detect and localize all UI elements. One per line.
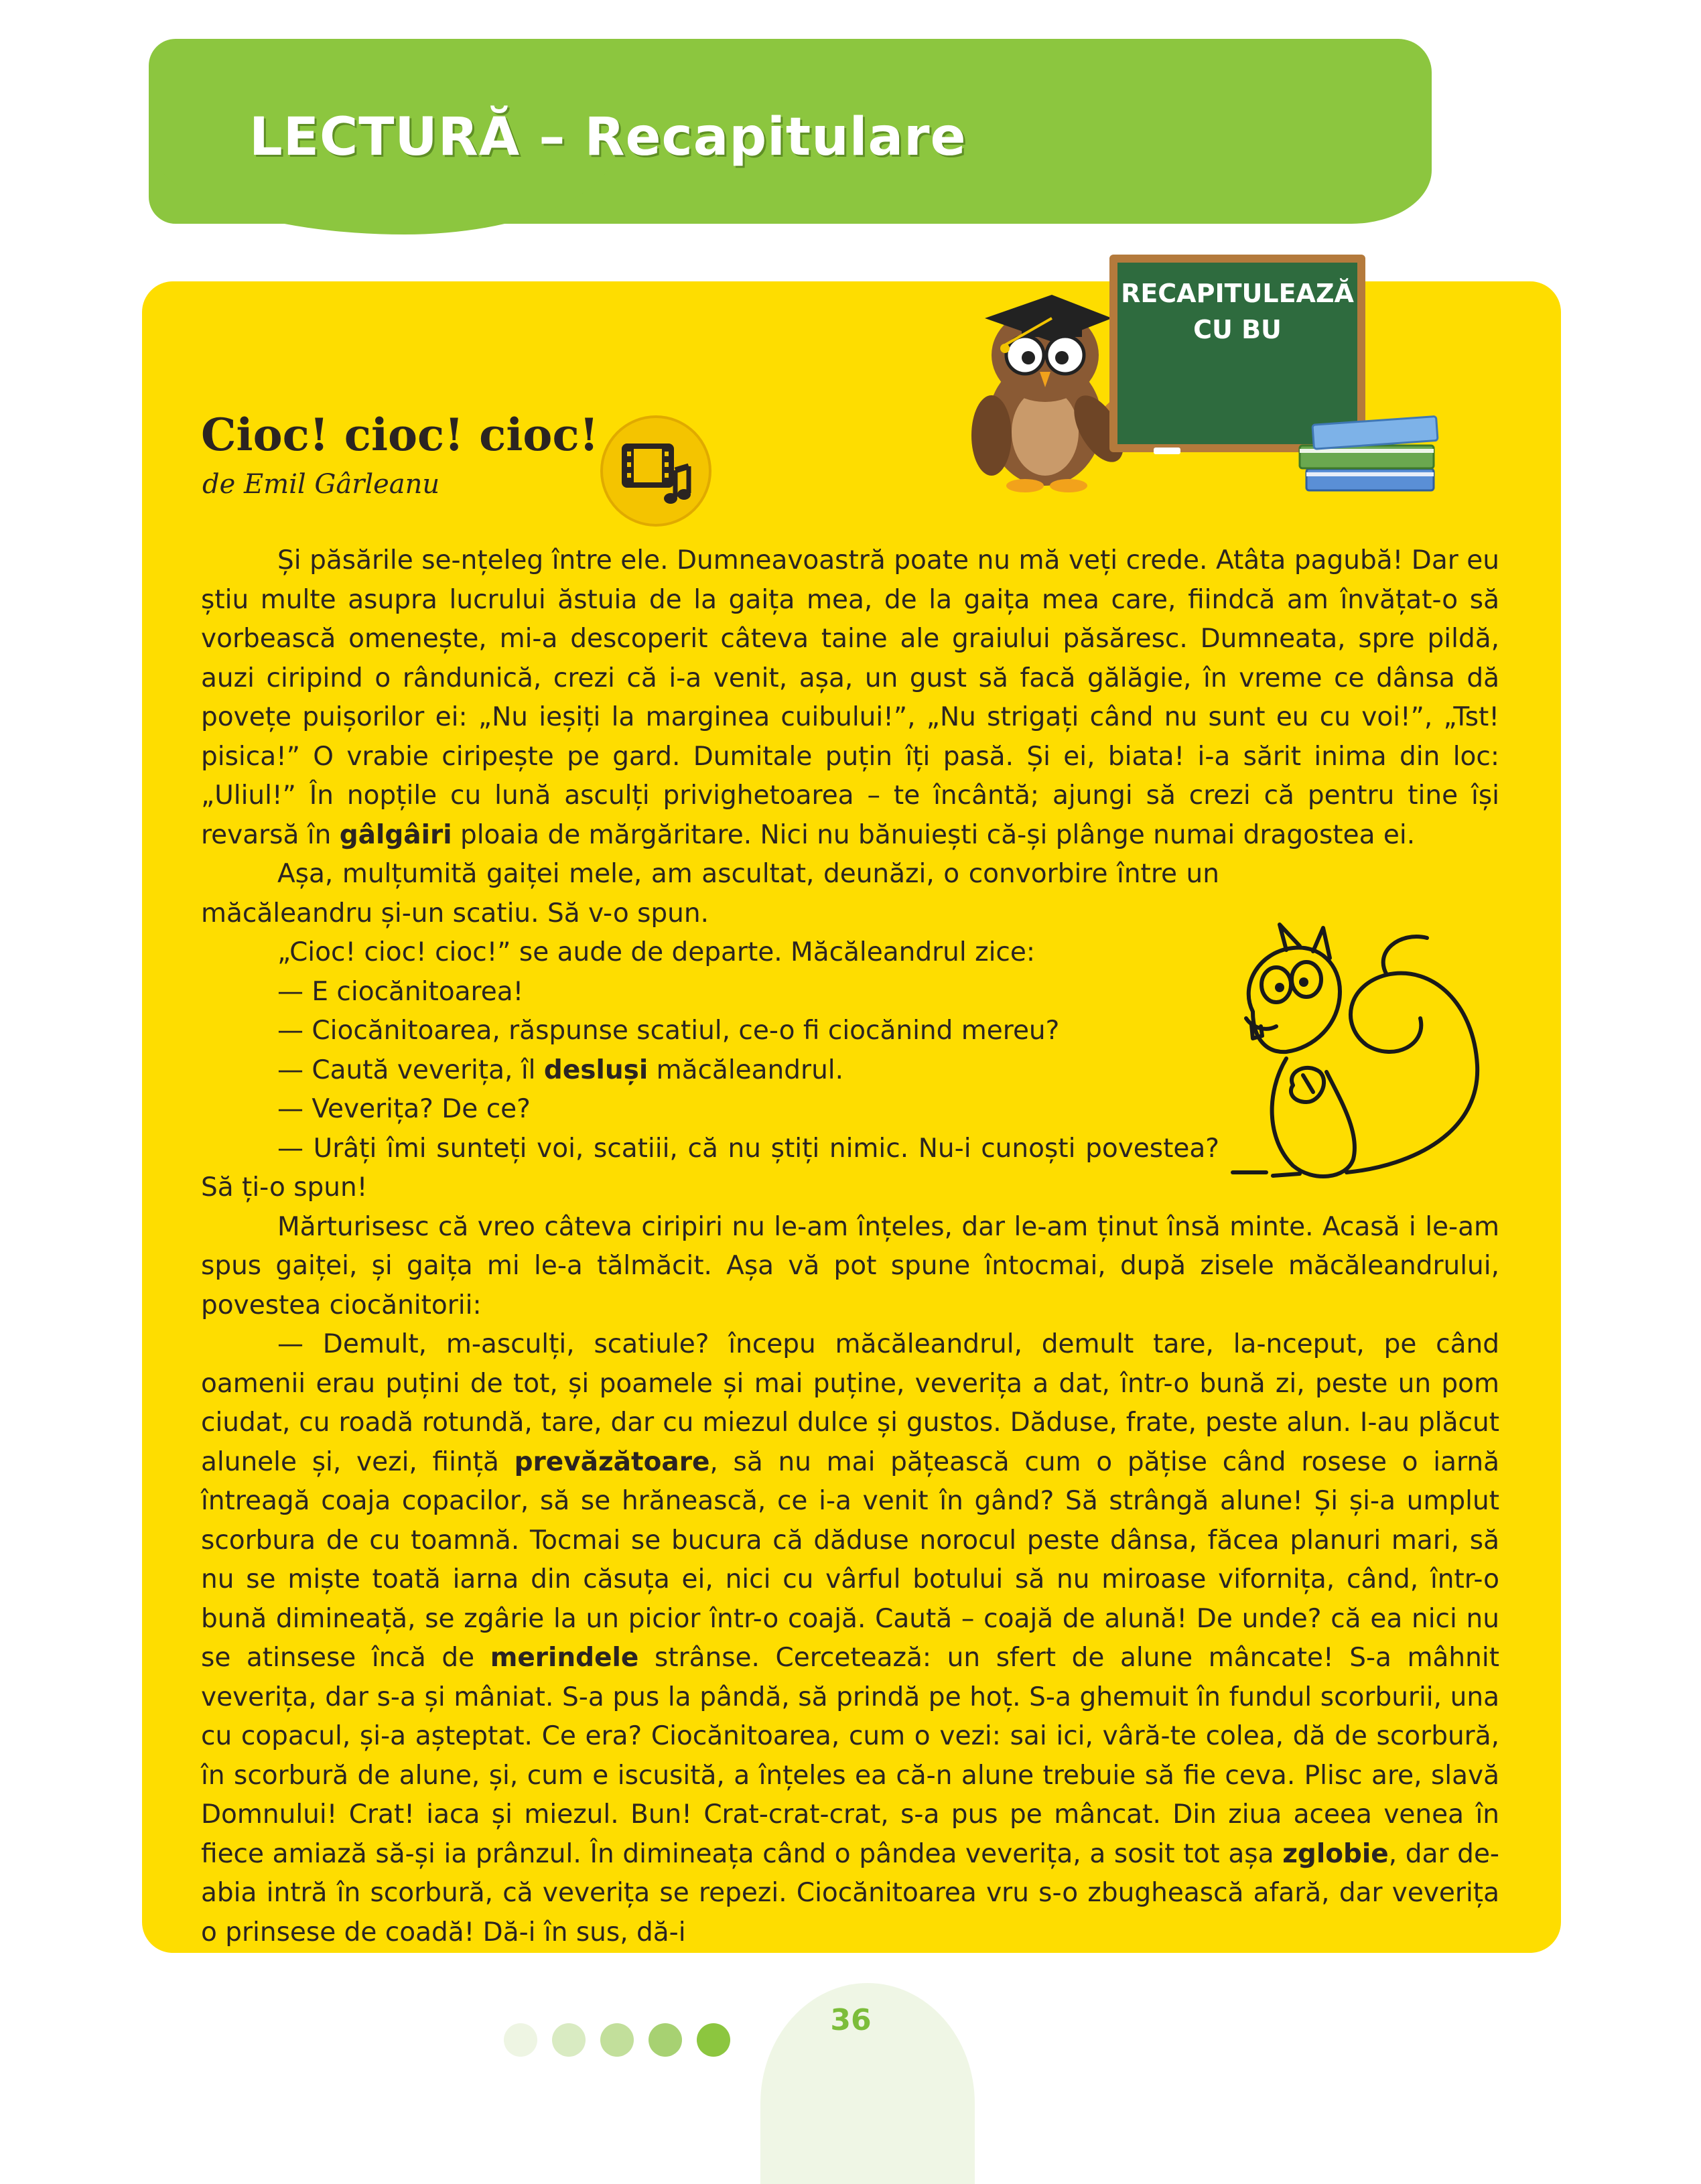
paragraph-4: Mărturisesc că vreo câteva ciripiri nu le-am înțeles, dar le-am ținut însă minte. Acasă i le-am spus gaiței, și gaița mi le-a tălmăcit. Așa vă pot spune întocmai, după zisele măcăleandrului, povestea ciocănitorii: — [201, 1211, 1499, 1320]
paragraph-3: „Cioc! cioc! cioc!” se aude de departe. Măcăleandrul zice: — [277, 937, 1035, 967]
books-stack-icon — [1293, 409, 1447, 496]
chalk-icon — [1154, 448, 1180, 454]
story-title: Cioc! cioc! cioc! — [201, 409, 599, 461]
progress-dot-2 — [552, 2023, 586, 2057]
dialogue-line: — Ciocănitoarea, răspunse scatiul, ce-o fi ciocănind mereu? — [277, 1016, 1060, 1046]
page-number: 36 — [830, 2003, 872, 2037]
bold-word: gâlgâiri — [339, 819, 452, 850]
page-title: LECTURĂ – Recapitulare — [249, 107, 967, 167]
progress-dot-3 — [600, 2023, 634, 2057]
story-text — [201, 541, 1499, 1952]
dialogue-line: — Veverița? De ce? — [277, 1094, 531, 1124]
audio-video-icon[interactable] — [600, 415, 711, 527]
paragraph-1: Și păsările se-nțeleg între ele. Dumneavoastră poate nu mă veți crede. Atâta pagubă! Dar eu știu multe asupra lucrului ăstuia de la gaița mea, de la gaița mea care, fiindcă am învățat-o să vorbească omenește, mi-a descoperit câteva taine ale graiului păsăresc. Dumneata, spre pildă, auzi ciripind o rândunică, crezi că i-a venit, așa, un gust să facă gălăgie, în vreme ce dânsa dă povețe puișorilor ei: „Nu ieșiți la marginea cuibului!”, „Nu strigați când nu sunt eu cu voi!”, „Tst! pisica!” O vrabie ciripește pe gard. Dumitale puțin îți pasă. Și ei, biata! i-a sărit inima din loc: „Uliul!” În nopțile cu lună asculți privighetoarea – te încântă; ajungi să crezi că pentru tine își revarsă în gâlgâiri ploaia de mărgăritare. Nici nu bănuiești că-și plânge numai dragostea ei. — [201, 545, 1499, 850]
progress-dot-4 — [649, 2023, 682, 2057]
board-text-line1: RECAPITULEAZĂ — [1121, 279, 1354, 308]
dialogue-line: — Urâți îmi sunteți voi, scatiii, că nu știți nimic. Nu-i cunoști povestea? Să ți-o spun! — [201, 1133, 1219, 1203]
paragraph-5: — Demult, m-asculți, scatiule? începu măcăleandrul, demult tare, la-nceput, pe când oamenii erau puțini de tot, și poamele și mai puține, veverița a dat, într-o bună zi, peste un pom ciudat, cu roadă rotundă, tare, dar cu miezul dulce și gustos. Dăduse, frate, peste alun. I-au plăcut alunele și, vezi, ființă prevăzătoare, să nu mai pățească cum o pățise când rosese o iarnă întreagă coaja copacilor, să se hrănească, ce i-a venit în gând? Să strângă alune! Și și-a umplut scorbura de cu toamnă. Tocmai se bucura că dăduse norocul peste dânsa, făcea planuri mari, să nu se miște toată iarna din căsuța ei, nici cu vârful botului să nu miroase vifornița, când, într-o bună dimineață, se zgârie la un picior într-o coajă. Caută – coajă de alună! De unde? că ea nici nu se atinsese încă de merindele strânse. Cercetează: un sfert de alune mâncate! S-a mâhnit veverița, dar s-a și mâniat. S-a pus la pândă, să prindă pe hoț. S-a ghemuit în fundul scorburii, una cu copacul, și-a așteptat. Ce era? Ciocănitoarea, cum o vezi: sai ici, vâră-te colea, dă de scorbură, în scorbură de alune, și, cum e iscusită, a înțeles ea că-n alune trebuie să fie ceva. Plisc are, slavă Domnului! Crat! iaca și miezul. Bun! Crat-crat-crat, s-a pus pe mâncat. Din ziua aceea venea în fiece amiază să-și ia prânzul. În dimineața când o pândea veverița, a sosit tot așa zglobie, dar de-abia intră în scorbură, că veverița se repezi. Ciocănitoarea vru s-o zbughească afară, dar veverița o prinsese de coadă! Dă-i în sus, dă-i — [201, 1329, 1500, 1948]
bold-word: zglobie — [1282, 1838, 1389, 1869]
progress-dot-1 — [504, 2023, 537, 2057]
bold-word: desluși — [543, 1054, 649, 1085]
board-text-line2: CU BU — [1193, 315, 1282, 344]
dialogue-line: — E ciocănitoarea! — [277, 976, 524, 1007]
paragraph-2: Așa, mulțumită gaiței mele, am ascultat, deunăzi, o convorbire între un măcăleandru și-un scatiu. Să v-o spun. — [201, 859, 1219, 929]
bold-word: merindele — [490, 1643, 639, 1673]
progress-dot-5 — [697, 2023, 730, 2057]
dialogue-line: — Caută veverița, îl desluși măcăleandrul. — [277, 1054, 844, 1085]
film-music-icon — [603, 418, 709, 524]
bold-word: prevăzătoare — [514, 1446, 710, 1477]
story-author: de Emil Gârleanu — [202, 469, 440, 500]
